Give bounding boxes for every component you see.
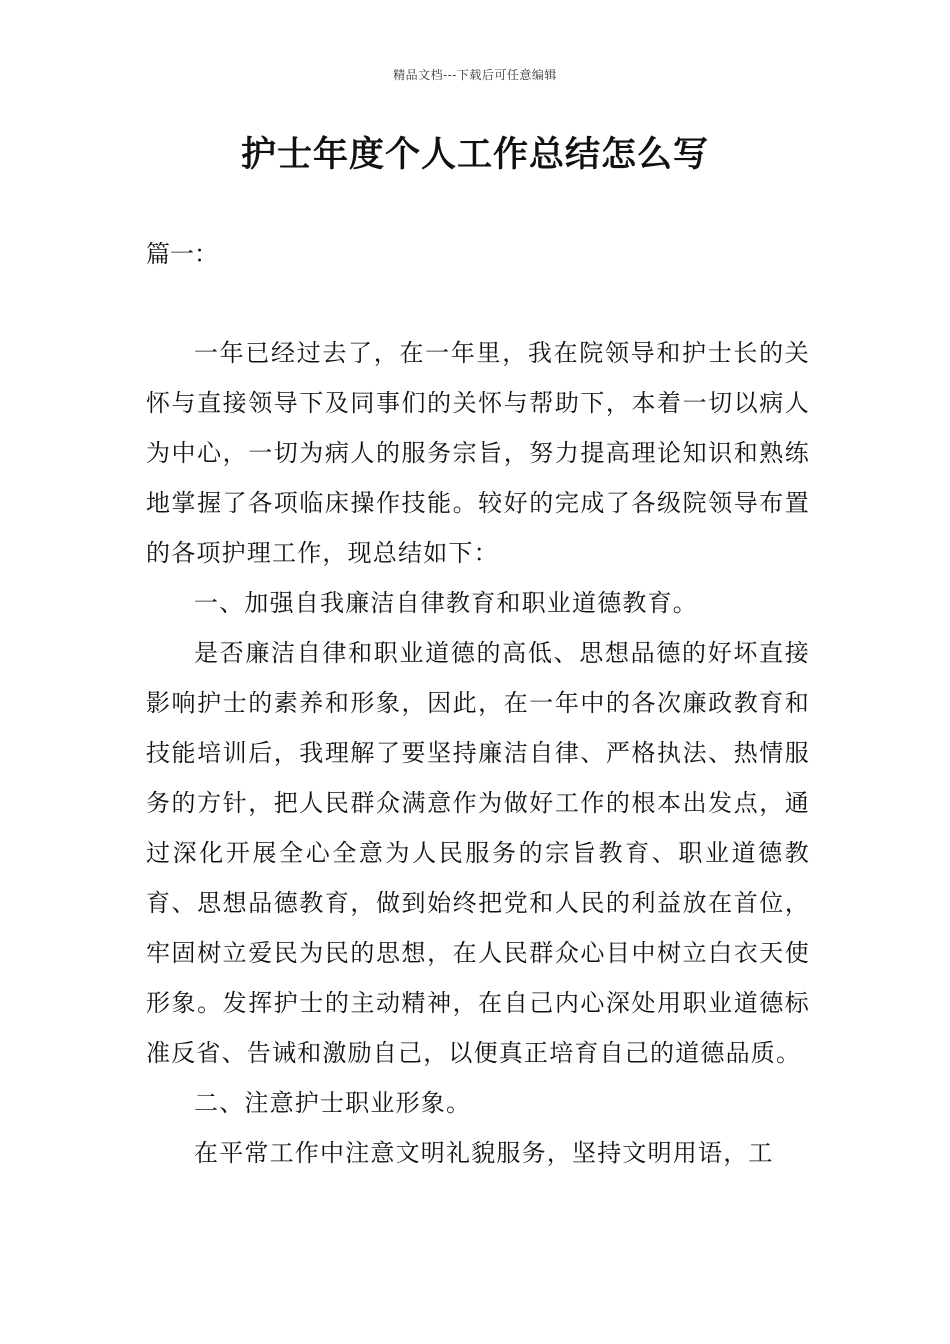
paragraph: 是否廉洁自律和职业道德的高低、思想品德的好坏直接影响护士的素养和形象，因此，在一年中的各次廉政教育和技能培训后，我理解了要坚持廉洁自律、严格执法、热情服务的方针，把人民群众满意作为做好工作的根本出发点，通过深化开展全心全意为人民服务的宗旨教育、职业道德教育、思想品德教育，做到始终把党和人民的利益放在首位，牢固树立爱民为民的思想，在人民群众心目中树立白衣天使形象。发挥护士的主动精神，在自己内心深处用职业道德标准反省、告诫和激励自己，以便真正培育自己的道德品质。 <box>146 639 810 1067</box>
section-label: 篇一： <box>146 240 218 268</box>
paragraph-heading: 二、注意护士职业形象。 <box>194 1089 472 1117</box>
paragraph: 一年已经过去了，在一年里，我在院领导和护士长的关怀与直接领导下及同事们的关怀与帮助下，本着一切以病人为中心，一切为病人的服务宗旨，努力提高理论知识和熟练地掌握了各项临床操作技能。较好的完成了各级院领导布置的各项护理工作，现总结如下： <box>146 339 810 567</box>
document-body <box>146 328 810 1178</box>
document-title: 护士年度个人工作总结怎么写 <box>240 135 709 175</box>
paragraph: 在平常工作中注意文明礼貌服务，坚持文明用语，工 <box>194 1139 774 1167</box>
paragraph-heading: 一、加强自我廉洁自律教育和职业道德教育。 <box>194 589 698 617</box>
header-note: 精品文档---下载后可任意编辑 <box>393 68 557 82</box>
